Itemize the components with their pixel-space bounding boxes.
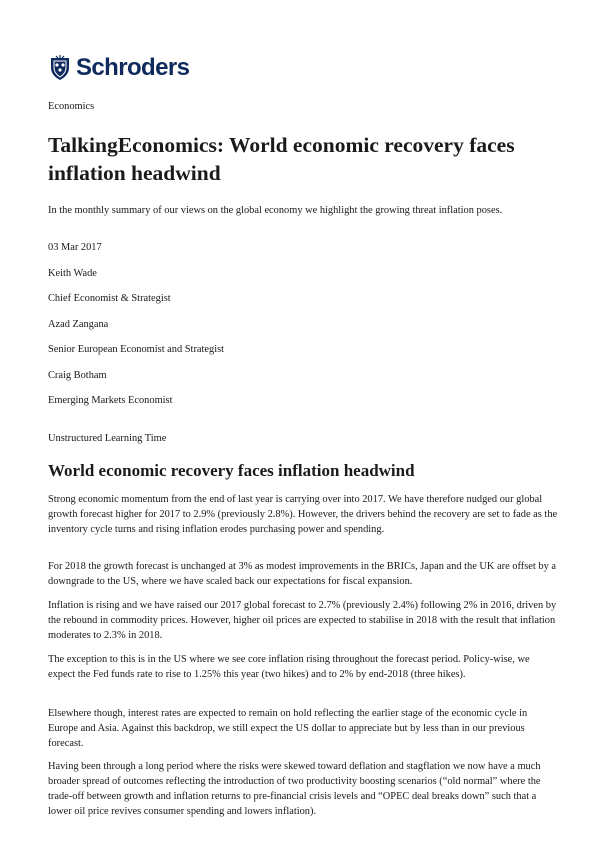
- author-name: Craig Botham: [48, 370, 107, 381]
- author-name: Azad Zangana: [48, 319, 109, 330]
- author-role: Senior European Economist and Strategist: [48, 344, 225, 355]
- publish-date: 03 Mar 2017: [48, 242, 102, 253]
- brand-name: Schroders: [76, 54, 190, 81]
- body-paragraph: Elsewhere though, interest rates are expected to remain on hold reflecting the earlier stage of the economic cycle in Europe and Asia. Against this backdrop, we still expect the US dollar to appreciate but by less than in our previous forecast.: [48, 708, 528, 749]
- body-paragraph: The exception to this is in the US where we see core inflation rising throughout the forecast period. Policy-wise, we expect the Fed funds rate to rise to 1.25% this year (two hikes) and to 2% by end-2018 (three hikes).: [48, 654, 530, 680]
- category-label: Economics: [48, 101, 95, 112]
- body-paragraph: Strong economic momentum from the end of last year is carrying over into 2017. We have therefore nudged our global growth forecast higher for 2017 to 2.9% (previously 2.8%). However, the drivers behind the recovery are set to fade as the inventory cycle turns and rising inflation erodes purchasing power and spending.: [48, 494, 558, 535]
- body-paragraph: For 2018 the growth forecast is unchanged at 3% as modest improvements in the BRICs, Japan and the UK are offset by a downgrade to the US, where we have scaled back our expectations for fiscal expansion.: [48, 561, 556, 587]
- summary: In the monthly summary of our views on the global economy we highlight the growing threat inflation poses.: [48, 205, 503, 216]
- body-paragraph: Having been through a long period where the risks were skewed toward deflation and stagflation we now have a much broader spread of outcomes reflecting the introduction of two productivity boosting scenarios (“old normal” where the trade-off between growth and inflation returns to pre-financial crisis levels and “OPEC deal breaks down” such that a lower oil price revives consumer spending and lowers inflation).: [48, 761, 541, 817]
- brand-logo: [48, 55, 189, 81]
- content-tag: Unstructured Learning Time: [48, 433, 167, 444]
- schroders-crest-icon: [48, 55, 72, 81]
- body-paragraph: Inflation is rising and we have raised our 2017 global forecast to 2.7% (previously 2.4%) following 2% in 2016, driven by the rebound in commodity prices. However, higher oil prices are expected to stabilise in 2018 with the result that inflation moderates to 2.3% in 2018.: [48, 600, 557, 641]
- author-role: Emerging Markets Economist: [48, 395, 173, 406]
- section-heading: World economic recovery faces inflation headwind: [48, 461, 415, 480]
- author-role: Chief Economist & Strategist: [48, 293, 171, 304]
- page-title: TalkingEconomics: World economic recovery faces inflation headwind: [48, 133, 515, 185]
- author-name: Keith Wade: [48, 268, 97, 279]
